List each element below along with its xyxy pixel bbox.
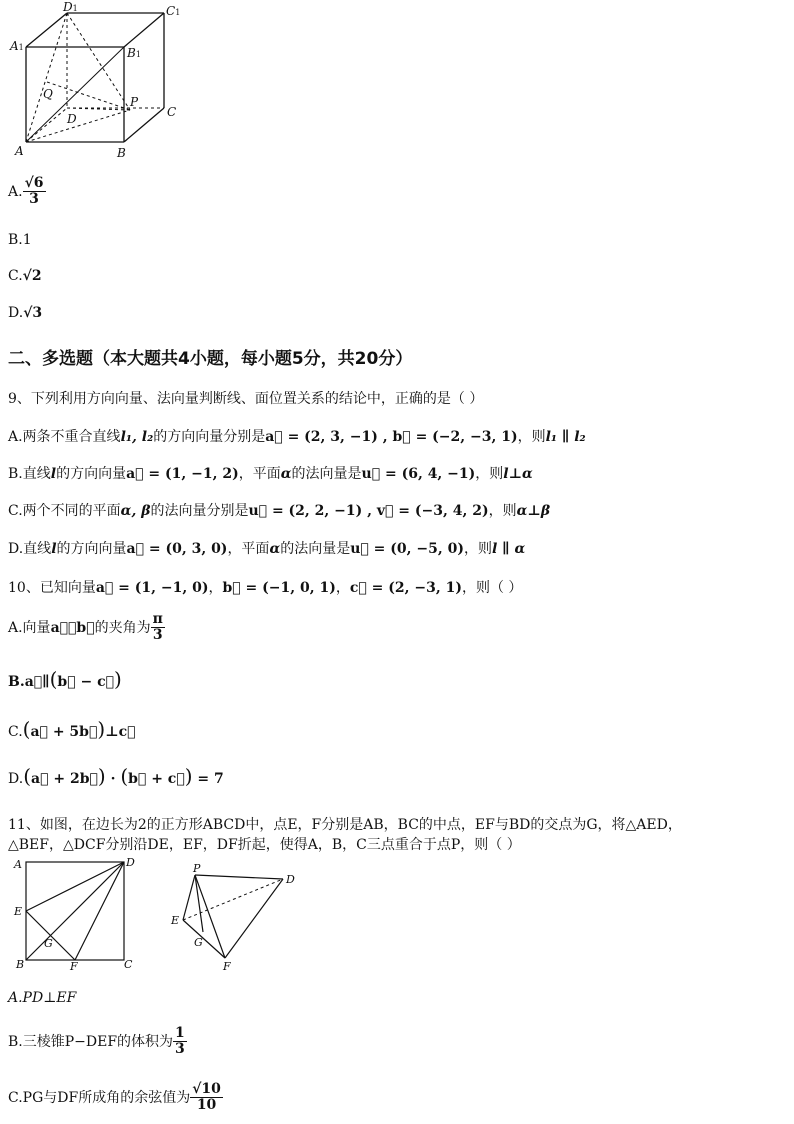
- q10-stem: 10、已知向量a⃗ = (1, −1, 0)，b⃗ = (−1, 0, 1)，c⃗ = (2, −3, 1)，则（ ）: [8, 580, 523, 596]
- q9-option-b: B.直线l的方向向量a⃗ = (1, −1, 2)，平面α的法向量是u⃗ = (6, 4, −1)，则l⊥α: [8, 466, 533, 482]
- q11-option-c: C.PG与DF所成角的余弦值为 $\frac{√10}{10}$: [8, 1081, 221, 1114]
- label-B1: B1: [127, 46, 141, 60]
- label-D: D: [126, 856, 135, 869]
- q8-option-d: D.√3: [8, 305, 43, 321]
- label-D1: D1: [63, 0, 78, 14]
- label-C: C: [167, 105, 177, 119]
- q9-option-d: D.直线l的方向向量a⃗ = (0, 3, 0)，平面α的法向量是u⃗ = (0, −5, 0)，则l ∥ α: [8, 541, 526, 557]
- label-F: F: [223, 960, 231, 973]
- label-G: G: [194, 936, 203, 949]
- q8-option-c: C.√2: [8, 268, 42, 284]
- tetrahedron-figure: [165, 860, 305, 975]
- q8-option-b: B.1: [8, 232, 32, 248]
- q9-stem: 9、下列利用方向向量、法向量判断线、面位置关系的结论中，正确的是（ ）: [8, 391, 484, 407]
- q10-option-a: A.向量a⃗，b⃗的夹角为 $\frac{\pi}{3}$: [8, 611, 163, 644]
- label-P: P: [193, 862, 201, 875]
- label-C: C: [124, 958, 133, 971]
- label-B: B: [16, 958, 25, 971]
- section-heading: 二、多选题（本大题共4小题，每小题5分，共20分）: [8, 349, 413, 369]
- label-F: F: [70, 960, 78, 973]
- label-P: P: [130, 95, 139, 109]
- label-E: E: [14, 905, 23, 918]
- q10-option-b: B.a⃗∥(b⃗ − c⃗): [8, 667, 122, 691]
- cube-figure: [6, 0, 186, 162]
- q11-stem-line1: 11、如图，在边长为2的正方形ABCD中，点E，F分别是AB，BC的中点，EF与BD的交点为G，将△AED，: [8, 817, 682, 833]
- q11-option-b: B.三棱锥P−DEF的体积为 $\frac{1}{3}$: [8, 1025, 185, 1058]
- square-figure: [10, 855, 140, 973]
- label-C1: C1: [166, 4, 181, 18]
- q9-option-c: C.两个不同的平面α, β的法向量分别是u⃗ = (2, 2, −1) , v⃗ = (−3, 4, 2)，则α⊥β: [8, 503, 551, 519]
- q9-option-a: A.两条不重合直线l₁, l₂的方向向量分别是a⃗ = (2, 3, −1) , b⃗ = (−2, −3, 1)，则l₁ ∥ l₂: [8, 429, 586, 445]
- label-G: G: [44, 937, 53, 950]
- label-Q: Q: [43, 87, 53, 101]
- label-B: B: [117, 146, 126, 160]
- q10-option-c: C.(a⃗ + 5b⃗)⊥c⃗: [8, 717, 136, 741]
- label-D: D: [67, 112, 77, 126]
- label-E: E: [171, 914, 180, 927]
- label-A: A: [15, 144, 24, 158]
- fraction: $\frac{√10}{10}$: [192, 1081, 221, 1114]
- label-A: A: [14, 858, 22, 871]
- fraction: $\frac{\pi}{3}$: [152, 611, 163, 644]
- q11-option-a: A.PD⊥EF: [8, 990, 77, 1006]
- q10-option-d: D.(a⃗ + 2b⃗) · (b⃗ + c⃗) = 7: [8, 764, 224, 788]
- label-A1: A1: [10, 39, 24, 53]
- fraction: $\frac{√6}{3}$: [24, 175, 44, 208]
- fraction: $\frac{1}{3}$: [175, 1025, 185, 1058]
- q11-stem-line2: △BEF，△DCF分别沿DE，EF，DF折起，使得A，B，C三点重合于点P，则（ ）: [8, 837, 521, 853]
- q8-option-a: A. $\frac{√6}{3}$: [8, 175, 44, 208]
- label-D: D: [286, 873, 295, 886]
